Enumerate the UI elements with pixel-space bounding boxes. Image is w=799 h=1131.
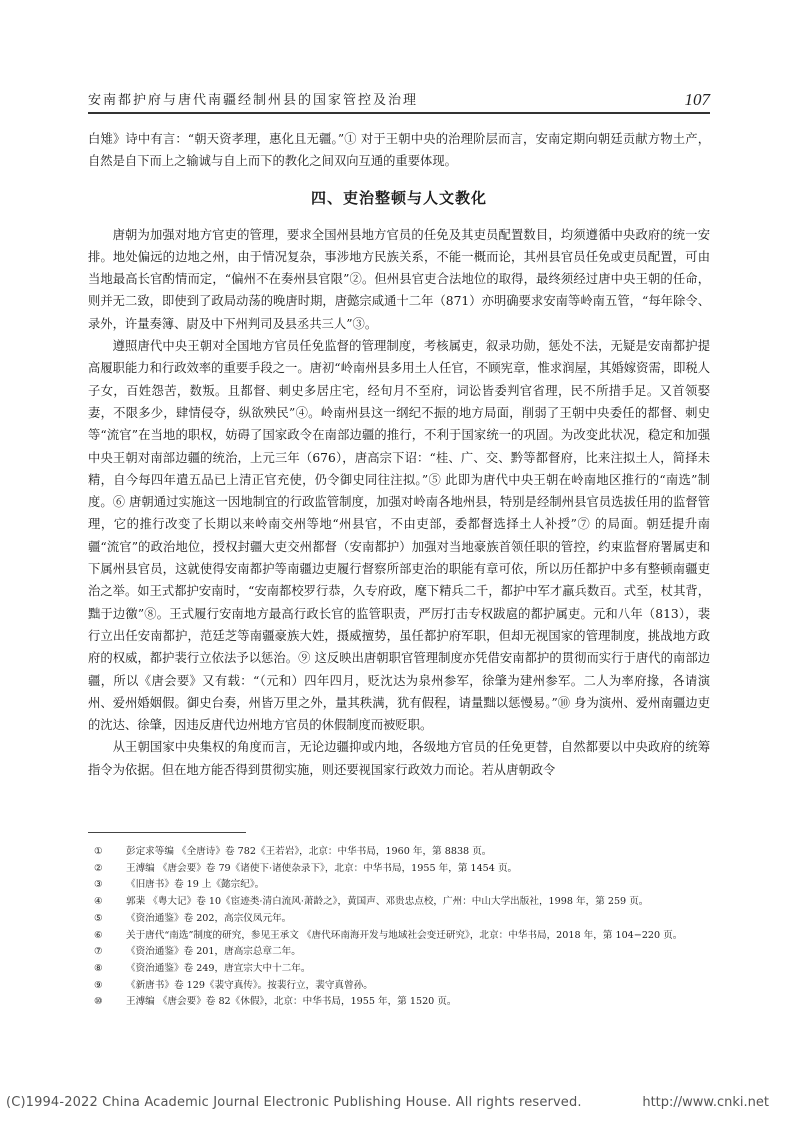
running-header: [88, 86, 710, 114]
footnote-mark: ④: [94, 896, 103, 908]
paragraph: 唐朝为加强对地方官吏的管理，要求全国州县地方官员的任免及其吏员配置数目，均须遵循中央政府的统一安排。地处偏远的边地之州，由于情况复杂，事涉地方民族关系，不能一概而论，其州县官员任免或吏员配置，可由当地最高长官酌情而定，“偏州不在奏州县官限”②。但州县官吏合法地位的取得，最终须经过唐中央王朝的任命，则并无二致，即使到了政局动荡的晚唐时期，唐懿宗咸通十二年（871）亦明确要求安南等岭南五管，“每年除令、录外，许量奏簿、尉及中下州判司及县丞共三人”③。: [88, 227, 710, 331]
main-body: [88, 128, 710, 781]
footnote-mark: ⑧: [94, 962, 103, 974]
footnote-text: 彭定求等编 《全唐诗》卷 782《王若岩》，北京：中华书局，1960 年，第 8838 页。: [126, 846, 492, 857]
footnote: [88, 911, 710, 928]
footnote: [88, 877, 710, 894]
copyright-notice: (C)1994-2022 China Academic Journal Electronic Publishing House. All rights reserved.: [6, 1095, 582, 1110]
footnote: [88, 861, 710, 878]
footnote: [88, 978, 710, 995]
footnote: [88, 844, 710, 861]
footnote-mark: ⑦: [94, 946, 103, 958]
section-heading: 四、吏治整顿与人文教化: [310, 188, 487, 207]
footnote-text: 关于唐代“南选”制度的研究，参见王承文 《唐代环南海开发与地域社会变迁研究》，北京：中华书局，2018 年，第 104−220 页。: [126, 929, 683, 941]
footnote-mark: ⑥: [94, 929, 103, 941]
footnote-text: 郭棐 《粤大记》卷 10《宦迹类·清白流风·萧龄之》，黄国声、邓贵忠点校，广州：中山大学出版社，1998 年，第 259 页。: [126, 896, 649, 908]
footnote: [88, 944, 710, 961]
footnote: [88, 928, 710, 945]
paragraph: 从王朝国家中央集权的角度而言，无论边疆抑或内地，各级地方官员的任免更替，自然都要以中央政府的统筹指令为依据。但在地方能否得到贯彻实施，则还要视国家行政效力而论。若从唐朝政令: [88, 740, 710, 777]
footnote-separator: [88, 832, 246, 833]
footnote: [88, 961, 710, 978]
footnote-text: 《新唐书》卷 129《裴守真传》。按裴行立，裴守真曾孙。: [126, 979, 373, 991]
footnote-text: 王溥编 《唐会要》卷 79《诸使下·诸使杂录下》，北京：中华书局，1955 年，第 1454 页。: [126, 862, 518, 874]
header-rule: [88, 112, 710, 114]
footnote-mark: ②: [94, 862, 103, 874]
footnote: [88, 894, 710, 911]
footnote-mark: ③: [94, 879, 103, 891]
paragraph-continued: 白雉》诗中有言：“朝天资孝理，惠化且无疆。”① 对于王朝中央的治理阶层而言，安南定期向朝廷贡献方物土产，自然是自下而上之输诚与自上而下的教化之间双向互通的重要体现。: [88, 132, 710, 169]
footnote-text: 王溥编 《唐会要》卷 82《休假》，北京：中华书局，1955 年，第 1520 页。: [126, 996, 457, 1008]
footnote-mark: ⑤: [94, 912, 103, 924]
footnote-text: 《资治通鉴》卷 202，高宗仪凤元年。: [126, 912, 292, 924]
footnote-mark: ①: [94, 846, 103, 857]
footnote: [88, 994, 710, 1011]
footnote-text: 《资治通鉴》卷 201，唐高宗总章二年。: [126, 946, 301, 958]
footnote-mark: ⑨: [94, 979, 103, 991]
publisher-link[interactable]: http://www.cnki.net: [642, 1095, 769, 1110]
footnote-mark: ⑩: [94, 996, 103, 1008]
running-title: 安南都护府与唐代南疆经制州县的国家管控及治理: [88, 93, 419, 108]
footnote-text: 《旧唐书》卷 19 上《懿宗纪》。: [126, 879, 265, 891]
page-number: 107: [684, 90, 710, 109]
footnotes: [88, 844, 710, 1011]
paragraph: 遵照唐代中央王朝对全国地方官员任免监督的管理制度，考核属吏，叙录功勋，惩处不法，无疑是安南都护提高履职能力和行政效率的重要手段之一。唐初“岭南州县多用土人任官，不顾宪章，惟求润屋，其婚嫁资需，即税人子女，百姓怨苦，数叛。且都督、刺史多居庄宅，经旬月不至府，词讼皆委判官省理，民不所措手足。又首领娶妻，不限多少，肆情侵夺，纵欲殃民”④。岭南州县这一纲纪不振的地方局面，削弱了王朝中央委任的都督、刺史等“流官”在当地的职权，妨碍了国家政令在南部边疆的推行，不利于国家统一的巩固。为改变此状况，稳定和加强中央王朝对南部边疆的统治，上元三年（676），唐高宗下诏：“桂、广、交、黔等都督府，比来注拟土人，简择未精，自今每四年遣五品已上清正官充使，仍令御史同往注拟。”⑤ 此即为唐代中央王朝在岭南地区推行的“南选”制度。⑥ 唐朝通过实施这一因地制宜的行政监管制度，加强对岭南各地州县，特别是经制州县官员选拔任用的监督管理，它的推行改变了长期以来岭南交州等地“州县官，不由吏部，委都督选择土人补授”⑦ 的局面。朝廷提升南疆“流官”的政治地位，授权封疆大吏交州都督（安南都护）加强对当地豪族首领任职的管控，约束监督府署属吏和下属州县官员，这就使得安南都护等南疆边吏履行督察所部吏治的职能有章可依，所以历任都护中多有整顿南疆吏治之举。如王式都护安南时，“安南都校罗行恭，久专府政，麾下精兵二千，都护中军才羸兵数百。式至，杖其背，黜于边徼”⑧。王式履行安南地方最高行政长官的监管职责，严厉打击专权跋扈的都护属吏。元和八年（813），裴行立出任安南都护，范廷芝等南疆豪族大姓，摄威擅势，虽任都护府军职，但却无视国家的管理制度，挑战地方政府的权威，都护裴行立依法予以惩治。⑨ 这反映出唐朝职官管理制度亦凭借安南都护的贯彻而实行于唐代的南部边疆，所以《唐会要》又有载：“（元和）四年四月，贬沈达为泉州参军，徐肇为建州参军。二人为率府掾，各请演州、爱州婚姻假。御史台奏，州皆万里之外，量其秩满，犹有假程，请量黜以惩慢易。”⑩ 身为演州、爱州南疆边吏的沈达、徐肇，因违反唐代边州地方官员的休假制度而被贬职。: [88, 339, 710, 733]
footnote-text: 《资治通鉴》卷 249，唐宣宗大中十二年。: [126, 962, 311, 974]
